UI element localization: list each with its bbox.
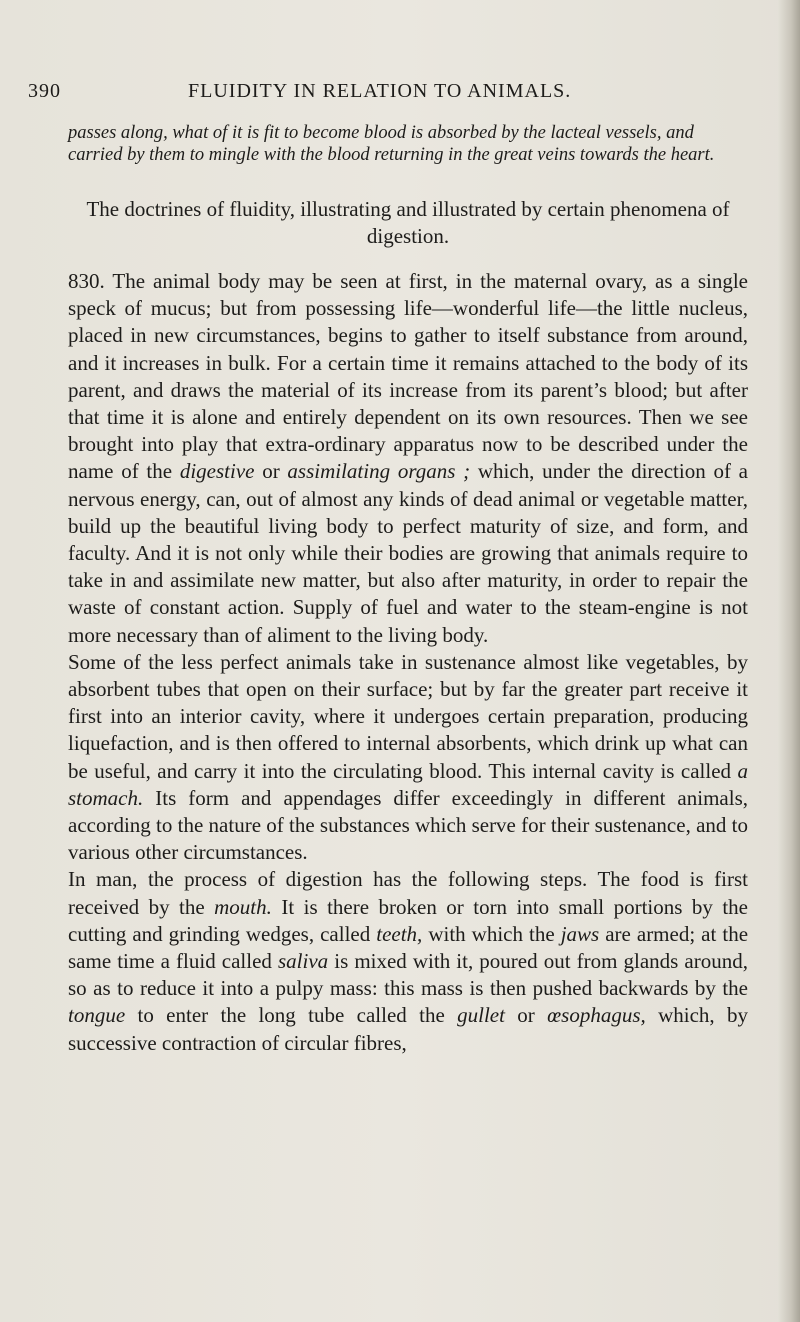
running-title: FLUIDITY IN RELATION TO ANIMALS.	[188, 80, 572, 102]
page-content	[68, 122, 748, 1057]
paragraph-830: 830. The animal body may be seen at first, in the maternal ovary, as a single speck of mucus; but from possessing life—wonderful life—the little nucleus, placed in new circumstances, begins to gather to itself substance from around, and it increases in bulk. For a certain time it remains attached to the body of its parent, and draws the material of its increase from its parent’s blood; but after that time it is alone and entirely dependent on its own resources. Then we see brought into play that extra-ordinary apparatus now to be described under the name of the digestive or assimilating organs ; which, under the direction of a nervous energy, can, out of almost any kinds of dead animal or vegetable matter, build up the beautiful living body to perfect maturity of size, and form, and faculty. And it is not only while their bodies are growing that animals require to take in and assimilate new matter, but also after maturity, in order to repair the waste of constant action. Supply of fuel and water to the steam-engine is not more necessary than of aliment to the living body.	[68, 269, 748, 647]
page-binding-shadow	[778, 0, 800, 1322]
intro-italic-text: passes along, what of it is fit to become blood is absorbed by the lacteal vessels, and carried by them to mingle with the blood returning in the great veins towards the heart.	[68, 123, 715, 165]
paragraph-stomach: Some of the less perfect animals take in sustenance almost like vegetables, by absorbent tubes that open on their surface; but by far the greater part receive it first into an interior cavity, where it undergoes certain preparation, producing liquefaction, and is then offered to internal absorbents, which drink up what can be useful, and carry it into the circulating blood. This internal cavity is called a stomach. Its form and appendages differ exceedingly in different animals, according to the nature of the substances which serve for their sustenance, and to various other circumstances.	[68, 649, 748, 865]
paragraph-digestion-steps: In man, the process of digestion has the following steps. The food is first received by the mouth. It is there broken or torn into small portions by the cutting and grinding wedges, called teeth, with which the jaws are armed; at the same time a fluid called saliva is mixed with it, poured out from glands around, so as to reduce it into a pulpy mass: this mass is then pushed backwards by the tongue to enter the long tube called the gullet or œsophagus, which, by successive contraction of circular fibres,	[68, 867, 749, 1055]
section-heading: The doctrines of fluidity, illustrating and illustrated by certain phenomena of digestion.	[86, 197, 730, 248]
page-number: 390	[28, 80, 61, 102]
